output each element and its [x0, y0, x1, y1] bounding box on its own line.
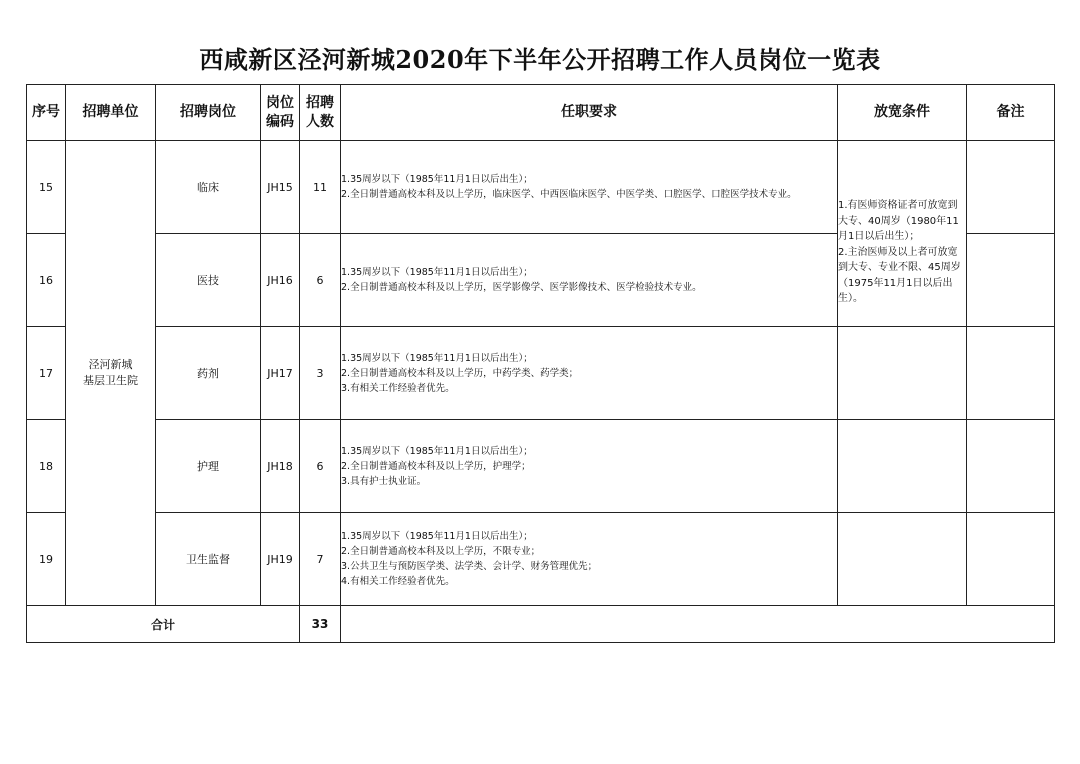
unit-line2: 基层卫生院	[83, 374, 138, 387]
row-code: JH16	[261, 234, 300, 327]
relaxed-line: 生）。	[838, 293, 863, 305]
row-relaxed	[838, 327, 967, 420]
row-position: 卫生监督	[156, 513, 261, 606]
unit-line1: 泾河新城	[88, 358, 133, 371]
row-remarks	[967, 141, 1055, 234]
relaxed-line: 2.主治医师及以上者可放宽	[838, 246, 958, 258]
row-count: 3	[300, 327, 341, 420]
recruiting-unit-cell	[66, 141, 156, 606]
row-code: JH15	[261, 141, 300, 234]
relaxed-line: 1.有医师资格证者可放宽到	[838, 200, 958, 212]
page-title: 西咸新区泾河新城2020年下半年公开招聘工作人员岗位一览表	[199, 45, 881, 74]
header-count	[300, 85, 341, 141]
total-empty-cell	[341, 606, 1055, 643]
relaxed-line: 月1日以后出生）；	[838, 231, 920, 243]
requirement-line: 2.全日制普通高校本科及以上学历，临床医学、中西医临床医学、中医学类、口腔医学、口腔医学技术专业。	[341, 189, 797, 200]
requirement-line: 1.35周岁以下（1985年11月1日以后出生）；	[341, 174, 533, 185]
row-count: 6	[300, 234, 341, 327]
row-code: JH18	[261, 420, 300, 513]
row-index: 19	[27, 513, 66, 606]
header-unit: 招聘单位	[66, 85, 156, 141]
requirement-line: 1.35周岁以下（1985年11月1日以后出生）；	[341, 352, 533, 364]
relaxed-line: （1975年11月1日以后出	[838, 277, 953, 289]
requirement-line: 2.全日制普通高校本科及以上学历，护理学；	[341, 460, 531, 472]
header-code	[261, 85, 300, 141]
requirement-line: 3.有相关工作经验者优先。	[341, 382, 455, 394]
table-row	[27, 327, 1055, 420]
requirement-line: 1.35周岁以下（1985年11月1日以后出生）；	[341, 445, 533, 457]
row-remarks	[967, 327, 1055, 420]
row-relaxed	[838, 513, 967, 606]
total-count: 33	[300, 606, 341, 643]
requirement-line: 2.全日制普通高校本科及以上学历，医学影像学、医学影像技术、医学检验技术专业。	[341, 282, 702, 293]
header-position: 招聘岗位	[156, 85, 261, 141]
row-index: 18	[27, 420, 66, 513]
row-requirements	[341, 234, 838, 327]
row-position: 医技	[156, 234, 261, 327]
requirement-line: 1.35周岁以下（1985年11月1日以后出生）；	[341, 267, 533, 278]
row-count: 11	[300, 141, 341, 234]
header-count-line1: 招聘	[306, 94, 334, 111]
total-row	[27, 606, 1055, 643]
header-relaxed: 放宽条件	[838, 85, 967, 141]
requirement-line: 1.35周岁以下（1985年11月1日以后出生）；	[341, 531, 533, 542]
header-code-line1: 岗位	[266, 94, 294, 111]
requirement-line: 3.公共卫生与预防医学类、法学类、会计学、财务管理优先；	[341, 561, 598, 572]
header-count-line2: 人数	[306, 113, 334, 130]
row-count: 6	[300, 420, 341, 513]
table-row	[27, 141, 1055, 234]
requirement-line: 3.具有护士执业证。	[341, 475, 427, 487]
header-code-line2: 编码	[266, 113, 294, 130]
relaxed-line: 到大专、专业不限、45周岁	[838, 262, 961, 274]
header-requirements: 任职要求	[341, 85, 838, 141]
positions-table	[26, 84, 1055, 643]
header-remarks: 备注	[967, 85, 1055, 141]
relaxed-line: 大专、40周岁（1980年11	[838, 215, 959, 227]
row-requirements	[341, 327, 838, 420]
row-position: 药剂	[156, 327, 261, 420]
row-index: 15	[27, 141, 66, 234]
row-position: 护理	[156, 420, 261, 513]
row-requirements	[341, 141, 838, 234]
table-row	[27, 420, 1055, 513]
row-count: 7	[300, 513, 341, 606]
row-requirements	[341, 513, 838, 606]
requirement-line: 2.全日制普通高校本科及以上学历，不限专业；	[341, 546, 541, 557]
row-code: JH19	[261, 513, 300, 606]
table-row	[27, 513, 1055, 606]
row-position: 临床	[156, 141, 261, 234]
header-row	[27, 85, 1055, 141]
header-index: 序号	[27, 85, 66, 141]
requirement-line: 2.全日制普通高校本科及以上学历，中药学类、药学类；	[341, 367, 579, 379]
row-code: JH17	[261, 327, 300, 420]
row-relaxed	[838, 420, 967, 513]
row-requirements	[341, 420, 838, 513]
row-index: 17	[27, 327, 66, 420]
requirement-line: 4.有相关工作经验者优先。	[341, 576, 455, 587]
row-index: 16	[27, 234, 66, 327]
row-remarks	[967, 234, 1055, 327]
total-label: 合计	[27, 606, 300, 643]
row-remarks	[967, 420, 1055, 513]
relaxed-conditions-cell	[838, 141, 967, 327]
row-remarks	[967, 513, 1055, 606]
